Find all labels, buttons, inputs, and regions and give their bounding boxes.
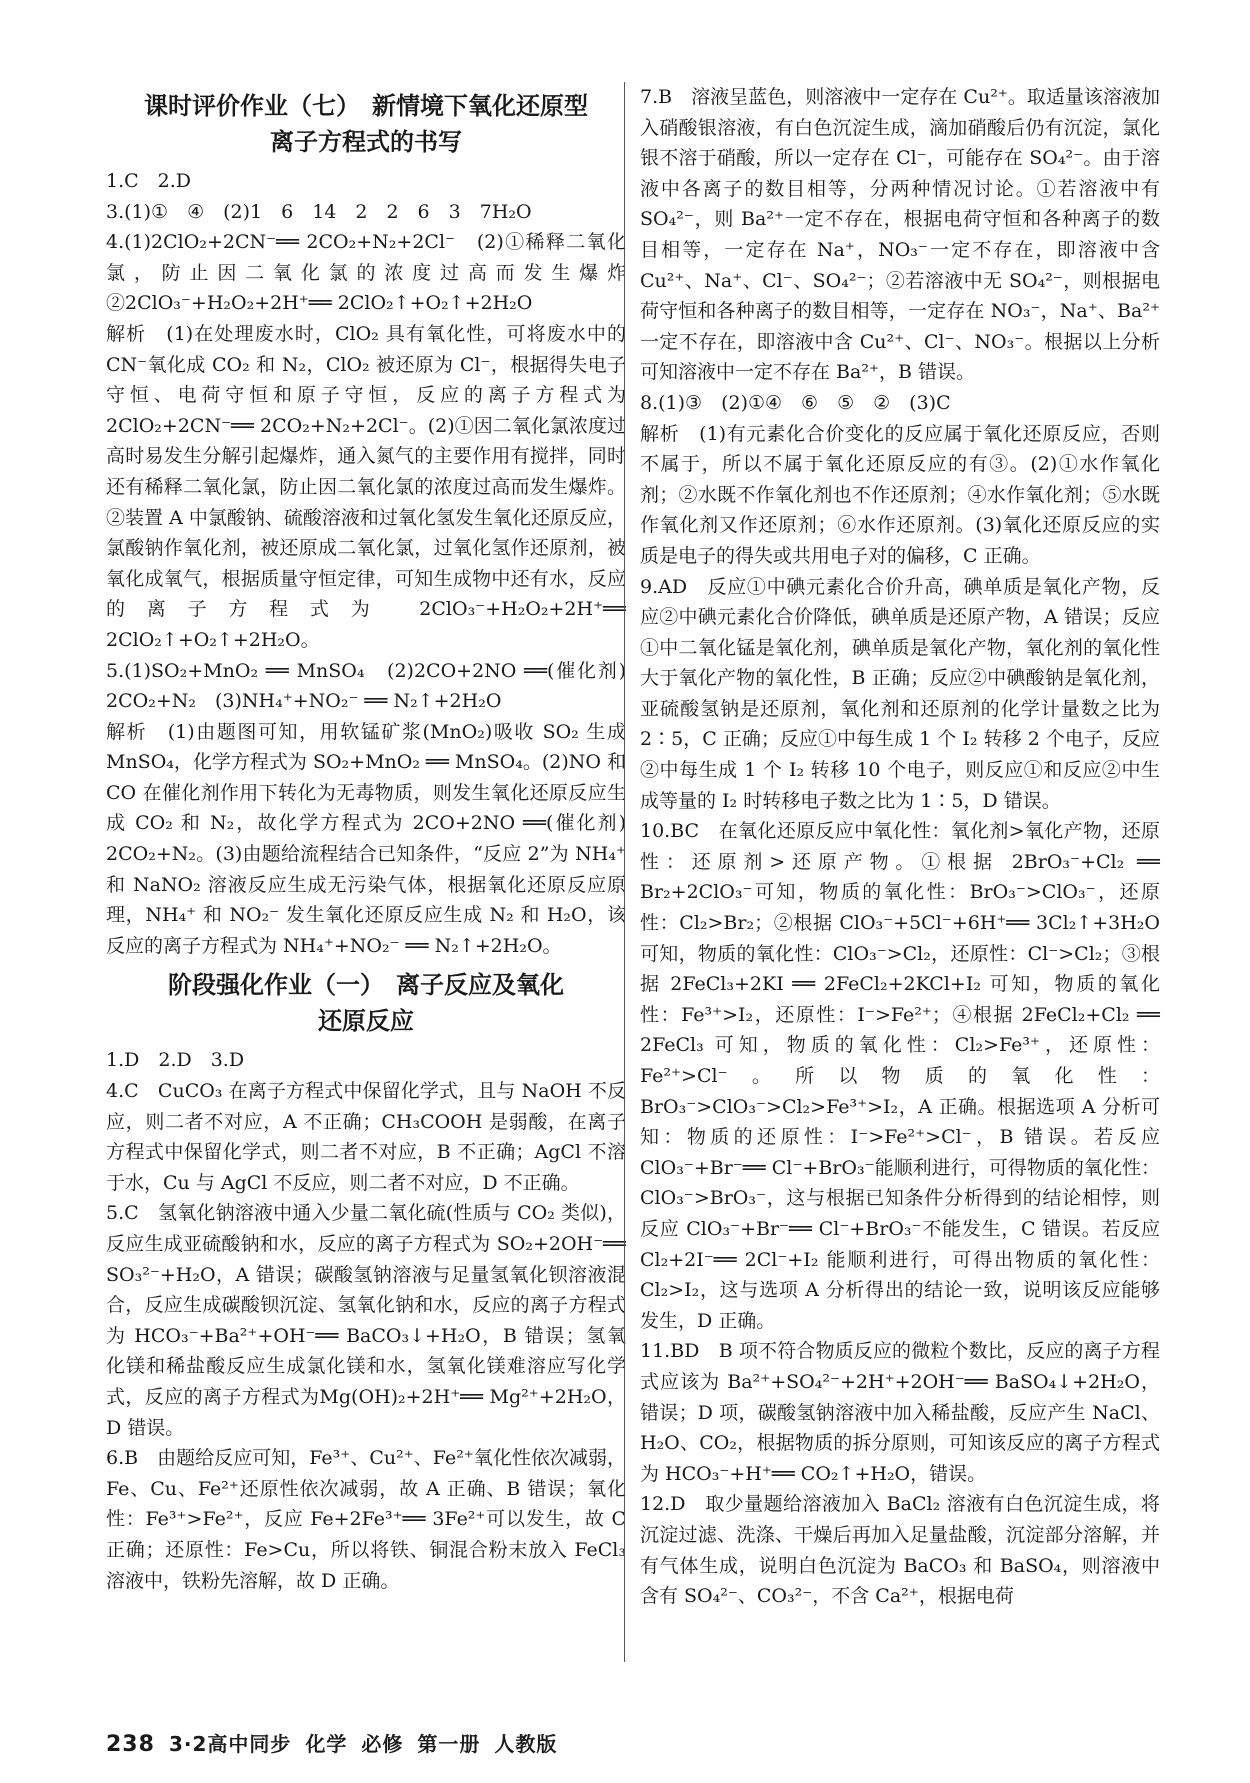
- answer-s2-1-3: 1.D 2.D 3.D: [106, 1049, 245, 1072]
- answer-s2-10: 10.BC 在氧化还原反应中氧化性：氧化剂>氧化产物，还原性：还原剂>还原产物。①根据 2BrO₃⁻+Cl₂ ══ Br₂+2ClO₃⁻可知，物质的氧化性：BrO₃⁻>ClO₃⁻，还原性：Cl₂>Br₂；②根据 ClO₃⁻+5Cl⁻+6H⁺══ 3Cl₂↑+3H₂O 可知，物质的氧化性：ClO₃⁻>Cl₂，还原性：Cl⁻>Cl₂；③根据 2FeCl₃+2KI ══ 2FeCl₂+2KCl+I₂ 可知，物质的氧化性：Fe³⁺>I₂，还原性：I⁻>Fe²⁺；④根据 2FeCl₂+Cl₂ ══ 2FeCl₃ 可知，物质的氧化性：Cl₂>Fe³⁺，还原性：Fe²⁺>Cl⁻。所以物质的氧化性：BrO₃⁻>ClO₃⁻>Cl₂>Fe³⁺>I₂，A 正确。根据选项 A 分析可知：物质的还原性：I⁻>Fe²⁺>Cl⁻，B 错误。若反应 ClO₃⁻+Br⁻══ Cl⁻+BrO₃⁻能顺利进行，可得物质的氧化性：ClO₃⁻>BrO₃⁻，这与根据已知条件分析得到的结论相悖，则反应 ClO₃⁻+Br⁻══ Cl⁻+BrO₃⁻不能发生，C 错误。若反应 Cl₂+2I⁻══ 2Cl⁻+I₂ 能顺利进行，可得出物质的氧化性：Cl₂>I₂，这与选项 A 分析得出的结论一致，说明该反应能够发生，D 正确。: [640, 820, 1160, 1332]
- answer-5: 5.(1)SO₂+MnO₂ ══ MnSO₄ (2)2CO+2NO ══(催化剂) 2CO₂+N₂ (3)NH₄⁺+NO₂⁻ ══ N₂↑+2H₂O: [106, 659, 626, 713]
- section-title-1-line-2: 离子方程式的书写: [270, 128, 462, 156]
- answer-s2-6: 6.B 由题给反应可知，Fe³⁺、Cu²⁺、Fe²⁺氧化性依次减弱，Fe、Cu、Fe²⁺还原性依次减弱，故 A 正确、B 错误；氧化性：Fe³⁺>Fe²⁺，反应 Fe+2Fe³⁺══ 3Fe²⁺可以发生，故 C 正确；还原性：Fe>Cu，所以将铁、铜混合粉末放入 FeCl₃ 溶液中，铁粉先溶解，故 D 正确。: [106, 1447, 626, 1592]
- section-title-1: [106, 88, 626, 160]
- section-title-2-line-2: 还原反应: [318, 1007, 414, 1036]
- page-footer: [106, 1728, 557, 1757]
- footer-subject: 化学: [305, 1732, 348, 1756]
- footer-series: 3·2高中同步: [168, 1732, 292, 1756]
- answer-4: 4.(1)2ClO₂+2CN⁻══ 2CO₂+N₂+2Cl⁻ (2)①稀释二氧化氯，防止因二氧化氯的浓度过高而发生爆炸 ②2ClO₃⁻+H₂O₂+2H⁺══ 2ClO₂↑+O₂↑+2H₂O: [106, 231, 646, 315]
- section-title-1-line-1: 课时评价作业（七） 新情境下氧化还原型: [144, 92, 588, 120]
- answer-s2-8: 8.(1)③ (2)①④ ⑥ ⑤ ② (3)C: [640, 391, 951, 414]
- right-column: [640, 82, 1160, 1612]
- section-title-2-line-1: 阶段强化作业（一） 离子反应及氧化: [168, 971, 564, 1000]
- answer-s2-12: 12.D 取少量题给溶液加入 BaCl₂ 溶液有白色沉淀生成，将沉淀过滤、洗涤、干燥后再加入足量盐酸，沉淀部分溶解，并有气体生成，说明白色沉淀为 BaCO₃ 和 BaSO₄，则溶液中含有 SO₄²⁻、CO₃²⁻，不含 Ca²⁺，根据电荷: [640, 1493, 1160, 1608]
- footer-volume: 必修: [361, 1732, 404, 1756]
- column-divider: [624, 82, 625, 1662]
- left-column: [106, 82, 646, 1596]
- answer-s2-5: 5.C 氢氧化钠溶液中通入少量二氧化硫(性质与 CO₂ 类似)，反应生成亚硫酸钠和水，反应的离子方程式为 SO₂+2OH⁻══ SO₃²⁻+H₂O，A 错误；碳酸氢钠溶液与足量氢氧化钡溶液混合，反应生成碳酸钡沉淀、氢氧化钠和水，反应的离子方程式为 HCO₃⁻+Ba²⁺+OH⁻══ BaCO₃↓+H₂O，B 错误；氢氧化镁和稀盐酸反应生成氯化镁和水，氢氧化镁难溶应写化学式，反应的离子方程式为Mg(OH)₂+2H⁺══ Mg²⁺+2H₂O，D 错误。: [106, 1202, 626, 1439]
- answer-s2-4: 4.C CuCO₃ 在离子方程式中保留化学式，且与 NaOH 不反应，则二者不对应，A 不正确；CH₃COOH 是弱酸，在离子方程式中保留化学式，则二者不对应，B 不正确；AgCl 不溶于水，Cu 与 AgCl 不反应，则二者不对应，D 不正确。: [106, 1080, 626, 1194]
- answer-s2-7: 7.B 溶液呈蓝色，则溶液中一定存在 Cu²⁺。取适量该溶液加入硝酸银溶液，有白色沉淀生成，滴加硝酸后仍有沉淀，氯化银不溶于硝酸，所以一定存在 Cl⁻，可能存在 SO₄²⁻。由于溶液中各离子的数目相等，分两种情况讨论。①若溶液中有 SO₄²⁻，则 Ba²⁺一定不存在，根据电荷守恒和各种离子的数目相等，一定存在 Na⁺，NO₃⁻一定不存在，即溶液中含 Cu²⁺、Na⁺、Cl⁻、SO₄²⁻；②若溶液中无 SO₄²⁻，则根据电荷守恒和各种离子的数目相等，一定存在 NO₃⁻，Na⁺、Ba²⁺一定不存在，即溶液中含 Cu²⁺、Cl⁻、NO₃⁻。根据以上分析可知溶液中一定不存在 Ba²⁺，B 错误。: [640, 86, 1160, 384]
- answer-3: 3.(1)① ④ (2)1 6 14 2 2 6 3 7H₂O: [106, 200, 532, 223]
- footer-book: 第一册: [417, 1732, 481, 1756]
- analysis-5: 解析 (1)由题图可知，用软锰矿浆(MnO₂)吸收 SO₂ 生成 MnSO₄，化学方程式为 SO₂+MnO₂ ══ MnSO₄。(2)NO 和 CO 在催化剂作用下转化为无毒物质，则发生氧化还原反应生成 CO₂ 和 N₂，故化学方程式为 2CO+2NO ══(催化剂) 2CO₂+N₂。(3)由题给流程结合已知条件，“反应 2”为 NH₄⁺ 和 NaNO₂ 溶液反应生成无污染气体，根据氧化还原反应原理，NH₄⁺ 和 NO₂⁻ 发生氧化还原反应生成 N₂ 和 H₂O，该反应的离子方程式为 NH₄⁺+NO₂⁻ ══ N₂↑+2H₂O。: [106, 720, 626, 957]
- answer-1-2: 1.C 2.D: [106, 170, 192, 192]
- answer-s2-11: 11.BD B 项不符合物质反应的微粒个数比，反应的离子方程式应该为 Ba²⁺+SO₄²⁻+2H⁺+2OH⁻══ BaSO₄↓+2H₂O，错误；D 项，碳酸氢钠溶液中加入稀盐酸，反应产生 NaCl、H₂O、CO₂，根据物质的拆分原则，可知该反应的离子方程式为 HCO₃⁻+H⁺══ CO₂↑+H₂O，错误。: [640, 1340, 1160, 1485]
- analysis-4: 解析 (1)在处理废水时，ClO₂ 具有氧化性，可将废水中的 CN⁻氧化成 CO₂ 和 N₂，ClO₂ 被还原为 Cl⁻，根据得失电子守恒、电荷守恒和原子守恒，反应的离子方程式为 2ClO₂+2CN⁻══ 2CO₂+N₂+2Cl⁻。(2)①因二氧化氯浓度过高时易发生分解引起爆炸，通入氮气的主要作用有搅拌，同时还有稀释二氧化氯，防止因二氧化氯的浓度过高而发生爆炸。②装置 A 中氯酸钠、硫酸溶液和过氧化氢发生氧化还原反应，氯酸钠作氧化剂，被还原成二氧化氯，过氧化氢作还原剂，被氧化成氧气，根据质量守恒定律，可知生成物中还有水，反应的离子方程式为 2ClO₃⁻+H₂O₂+2H⁺══ 2ClO₂↑+O₂↑+2H₂O。: [106, 322, 626, 651]
- answer-s2-9: 9.AD 反应①中碘元素化合价升高，碘单质是氧化产物，反应②中碘元素化合价降低，碘单质是还原产物，A 错误；反应①中二氧化锰是氧化剂，碘单质是氧化产物，氧化剂的氧化性大于氧化产物的氧化性，B 正确；反应②中碘酸钠是氧化剂，亚硫酸氢钠是还原剂，氧化剂和还原剂的化学计量数之比为 2∶5，C 正确；反应①中每生成 1 个 I₂ 转移 2 个电子，反应②中每生成 1 个 I₂ 转移 10 个电子，则反应①和反应②中生成等量的 I₂ 时转移电子数之比为 1∶5，D 错误。: [640, 575, 1160, 812]
- section-title-2: [106, 967, 626, 1039]
- page-number: 238: [106, 1732, 155, 1757]
- footer-edition: 人教版: [494, 1732, 558, 1756]
- analysis-s2-8: 解析 (1)有元素化合价变化的反应属于氧化还原反应，否则不属于，所以不属于氧化还原反应的有③。(2)①水作氧化剂；②水既不作氧化剂也不作还原剂；④水作氧化剂；⑤水既作氧化剂又作还原剂；⑥水作还原剂。(3)氧化还原反应的实质是电子的得失或共用电子对的偏移，C 正确。: [640, 422, 1160, 567]
